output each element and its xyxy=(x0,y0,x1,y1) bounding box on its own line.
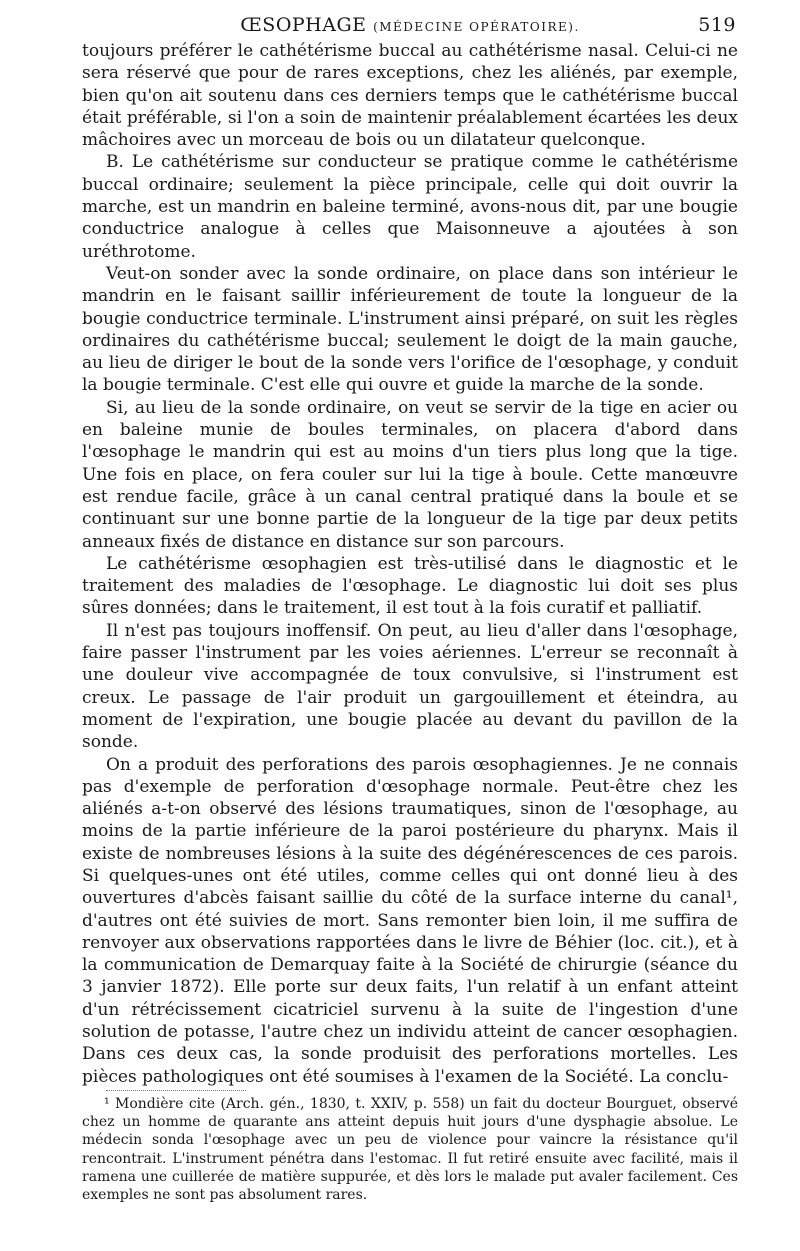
paragraph-2: B. Le cathétérisme sur conducteur se pratique comme le cathétérisme buccal ordinaire; seulement la pièce principale, celle qui doit ouvrir la marche, est un mandrin en baleine terminé, avons-nous dit, par une bougie conductrice analogue à celles que Maisonneuve a ajoutées à son uréthrotome. xyxy=(82,152,738,262)
running-title xyxy=(240,14,580,36)
footnote-divider xyxy=(106,1090,246,1091)
paragraph-3: Veut-on sonder avec la sonde ordinaire, on place dans son intérieur le mandrin en le faisant saillir inférieurement de toute la longueur de la bougie conductrice terminale. L'instrument ainsi préparé, on suit les règles ordinaires du cathétérisme buccal; seulement le doigt de la main gauche, au lieu de diriger le bout de la sonde vers l'orifice de l'œsophage, y conduit la bougie terminale. C'est elle qui ouvre et guide la marche de la sonde. xyxy=(82,263,738,396)
running-title-sub: (MÉDECINE OPÉRATOIRE). xyxy=(373,20,580,34)
paragraph-7: On a produit des perforations des parois œsophagiennes. Je ne connais pas d'exemple de perforation d'œsophage normale. Peut-être chez les aliénés a-t-on observé des lésions traumatiques, sinon de l'œsophage, au moins de la partie inférieure de la paroi postérieure du pharynx. Mais il existe de nombreuses lésions à la suite des dégénérescences de ces parois. Si quelques-unes ont été utiles, comme celles qui ont donné lieu à des ouvertures d'abcès faisant saillie du côté de la surface interne du canal¹, d'autres ont été suivies de mort. Sans remonter bien loin, il me suffira de renvoyer aux observations rapportées dans le livre de Béhier (loc. cit.), et à la communication de Demarquay faite à la Société de chirurgie (séance du 3 janvier 1872). Elle porte sur deux faits, l'un relatif à un enfant atteint d'un rétrécissement cicatriciel survenu à la suite de l'ingestion d'une solution de potasse, l'autre chez un individu atteint de cancer œsophagien. Dans ces deux cas, la sonde produisit des perforations mortelles. Les pièces pathologiques ont été soumises à l'examen de la Société. La conclu- xyxy=(82,754,738,1087)
running-header xyxy=(82,10,738,40)
footnote-1: ¹ Mondière cite (Arch. gén., 1830, t. XXIV, p. 558) un fait du docteur Bourguet, observé chez un homme de quarante ans atteint depuis huit jours d'une dysphagie absolue. Le médecin sonda l'œsophage avec un peu de violence pour vaincre la résistance qu'il rencontrait. L'instrument pénétra dans l'estomac. Il fut retiré ensuite avec facilité, mais il ramena une cuillerée de matière suppurée, et dès lors le malade put avaler facilement. Ces exemples ne sont pas absolument rares. xyxy=(82,1095,738,1203)
paragraph-6: Il n'est pas toujours inoffensif. On peut, au lieu d'aller dans l'œsophage, faire passer l'instrument par les voies aériennes. L'erreur se reconnaît à une douleur vive accompagnée de toux convulsive, si l'instrument est creux. Le passage de l'air produit un gargouillement et éteindra, au moment de l'expiration, une bougie placée au devant du pavillon de la sonde. xyxy=(82,620,738,753)
running-title-main: ŒSOPHAGE xyxy=(240,14,367,36)
paragraph-4: Si, au lieu de la sonde ordinaire, on veut se servir de la tige en acier ou en baleine munie de boules terminales, on placera d'abord dans l'œsophage le mandrin qui est au moins d'un tiers plus long que la tige. Une fois en place, on fera couler sur lui la tige à boule. Cette manœuvre est rendue facile, grâce à un canal central pratiqué dans la boule et se continuant sur une bonne partie de la longueur de la tige par deux petits anneaux fixés de distance en distance sur son parcours. xyxy=(82,397,738,552)
paragraph-5: Le cathétérisme œsophagien est très-utilisé dans le diagnostic et le traitement des maladies de l'œsophage. Le diagnostic lui doit ses plus sûres données; dans le traitement, il est tout à la fois curatif et palliatif. xyxy=(82,553,738,619)
page-number: 519 xyxy=(698,14,736,36)
main-text xyxy=(82,40,738,1088)
footnotes xyxy=(82,1095,738,1204)
paragraph-1: toujours préférer le cathétérisme buccal au cathétérisme nasal. Celui-ci ne sera réservé que pour de rares exceptions, chez les aliénés, par exemple, bien qu'on ait soutenu dans ces derniers temps que le cathétérisme buccal était préférable, si l'on a soin de maintenir préalablement écartées les deux mâchoires avec un morceau de bois ou un dilatateur quelconque. xyxy=(82,41,738,151)
